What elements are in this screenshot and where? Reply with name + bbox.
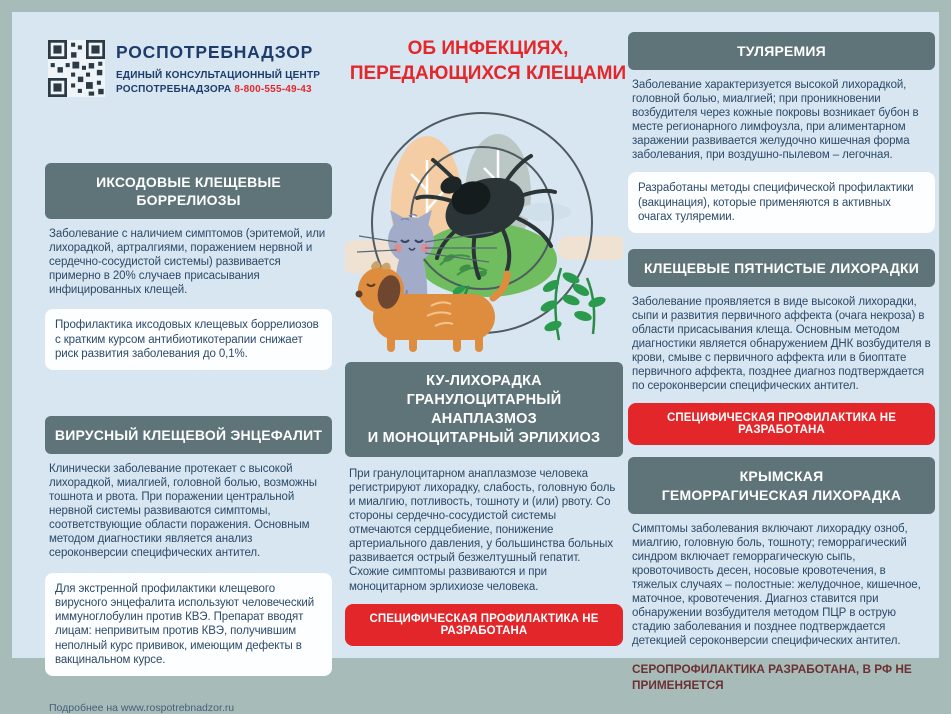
- borreliosis-note: Профилактика иксодовых клещевых боррелиозов с кратким курсом антибиотикотерапии снижает риск развития заболевания до 0,1%.: [45, 309, 332, 370]
- encephalitis-note: Для экстренной профилактики клещевого вирусного энцефалита используют человеческий иммуноглобулин против КВЭ. Препарат вводят лицам: непривитым против КВЭ, получившим неполный курс прививок, имеющим дефекты в вакцинальном курсе.: [45, 573, 332, 677]
- qfever-title-line1: КУ-ЛИХОРАДКА: [426, 373, 542, 389]
- panel-header-qfever: [345, 362, 623, 457]
- qfever-no-prophylaxis-badge: СПЕЦИФИЧЕСКАЯ ПРОФИЛАКТИКА НЕ РАЗРАБОТАНА: [345, 604, 623, 646]
- spotted-fevers-no-prophylaxis-badge: СПЕЦИФИЧЕСКАЯ ПРОФИЛАКТИКА НЕ РАЗРАБОТАНА: [628, 403, 935, 445]
- logo-texts: [116, 40, 320, 97]
- qfever-title-line3: И МОНОЦИТАРНЫЙ ЭРЛИХИОЗ: [367, 429, 601, 446]
- panel-header-spotted-fevers: КЛЕЩЕВЫЕ ПЯТНИСТЫЕ ЛИХОРАДКИ: [628, 249, 935, 287]
- right-column: [628, 32, 935, 694]
- page-title: [338, 36, 638, 86]
- panel-header-borreliosis: ИКСОДОВЫЕ КЛЕЩЕВЫЕ БОРРЕЛИОЗЫ: [45, 163, 332, 219]
- center-column: [345, 90, 623, 646]
- logo-subtitle-line1: ЕДИНЫЙ КОНСУЛЬТАЦИОННЫЙ ЦЕНТР: [116, 70, 321, 81]
- panel-header-crimean-fever: [628, 457, 935, 513]
- logo-title: РОСПОТРЕБНАДЗОР: [116, 42, 314, 62]
- panel-header-tularemia: ТУЛЯРЕМИЯ: [628, 32, 935, 70]
- panel-header-encephalitis: ВИРУСНЫЙ КЛЕЩЕВОЙ ЭНЦЕФАЛИТ: [45, 416, 332, 454]
- hotline-phone-link[interactable]: 8-800-555-49-43: [234, 84, 312, 95]
- crimean-title-line1: КРЫМСКАЯ: [739, 468, 824, 485]
- website-link[interactable]: Подробнее на www.rospotrebnadzor.ru: [49, 702, 235, 714]
- page-title-line2: ПЕРЕДАЮЩИХСЯ КЛЕЩАМИ: [349, 63, 627, 85]
- encephalitis-body: Клинически заболевание протекает с высокой лихорадкой, миалгией, головной болью, возможны тошнота и рвота. При поражении центральной нервной системы развиваются симптомы, соответствующие области поражения. Основным методом диагностики является анализ сероконверсии специфических антител.: [49, 463, 317, 560]
- left-column: [45, 163, 332, 714]
- logo-subtitle: [116, 69, 320, 97]
- tick-scene-illustration: [345, 90, 623, 356]
- tularemia-note: Разработаны методы специфической профилактики (вакцинация), которые применяются в активных очагах туляремии.: [628, 172, 935, 233]
- rospotrebnadzor-logo: [48, 40, 320, 97]
- crimean-fever-body: Симптомы заболевания включают лихорадку озноб, миалгию, головную боль, тошноту; геморрагический синдром включает геморрагическую сыпь, кровоточивость десен, носовые кровотечения, в тяжелых случаях – полостные: желудочное, кишечное, маточное, кровотечения. Диагноз ставится при обнаружении возбудителя методом ПЦР в острую стадию заболевания и позднее подтверждается детекцией сероконверсии специфических антител.: [632, 522, 921, 647]
- tularemia-body: Заболевание характеризуется высокой лихорадкой, головной болью, миалгией; при проникновении возбудителя через кожные покровы возникает бубон в месте регионарного лимфоузла, при алиментарном заражении развивается желудочно кишечная форма заболевания, при воздушно-пылевом – легочная.: [632, 79, 919, 162]
- qfever-body: При гранулоцитарном анаплазмозе человека регистрируют лихорадку, слабость, головную боль и миалгию, потливость, тошноту и (или) рвоту. Со стороны сердечно-сосудистой системы отмечаются сердцебиение, понижение артериального давления, у большинства больных развивается острый безжелтушный гепатит. Схожие симптомы развиваются и при моноцитарном эрлихиозе человека.: [349, 468, 616, 593]
- poster-canvas: [12, 12, 939, 714]
- qfever-title-line2: ГРАНУЛОЦИТАРНЫЙ АНАПЛАЗМОЗ: [406, 391, 562, 427]
- borreliosis-body: Заболевание с наличием симптомов (эритемой, или лихорадкой, артралгиями, поражением нервной и сердечно-сосудистой системы) развивается примерно в 20% случаев присасывания инфицированных клещей.: [49, 228, 326, 297]
- logo-subtitle-line2: РОСПОТРЕБНАДЗОРА: [116, 84, 232, 95]
- crimean-title-line2: ГЕМОРРАГИЧЕСКАЯ ЛИХОРАДКА: [661, 486, 902, 503]
- page-title-line1: ОБ ИНФЕКЦИЯХ,: [407, 38, 569, 59]
- spotted-fevers-body: Заболевание проявляется в виде высокой лихорадки, сыпи и развития первичного аффекта (очага некроза) в области присасывания клеща. Основным методом диагностики является обнаружением ДНК возбудителя в крови, смыве с первичного аффекта или в биоптате первичного аффекта, позднее диагноз подтверждается по сероконверсии специфических антител.: [632, 296, 931, 393]
- crimean-fever-status: СЕРОПРОФИЛАКТИКА РАЗРАБОТАНА, В РФ НЕ ПРИМЕНЯЕТСЯ: [632, 661, 912, 692]
- qr-code-icon: [48, 40, 105, 97]
